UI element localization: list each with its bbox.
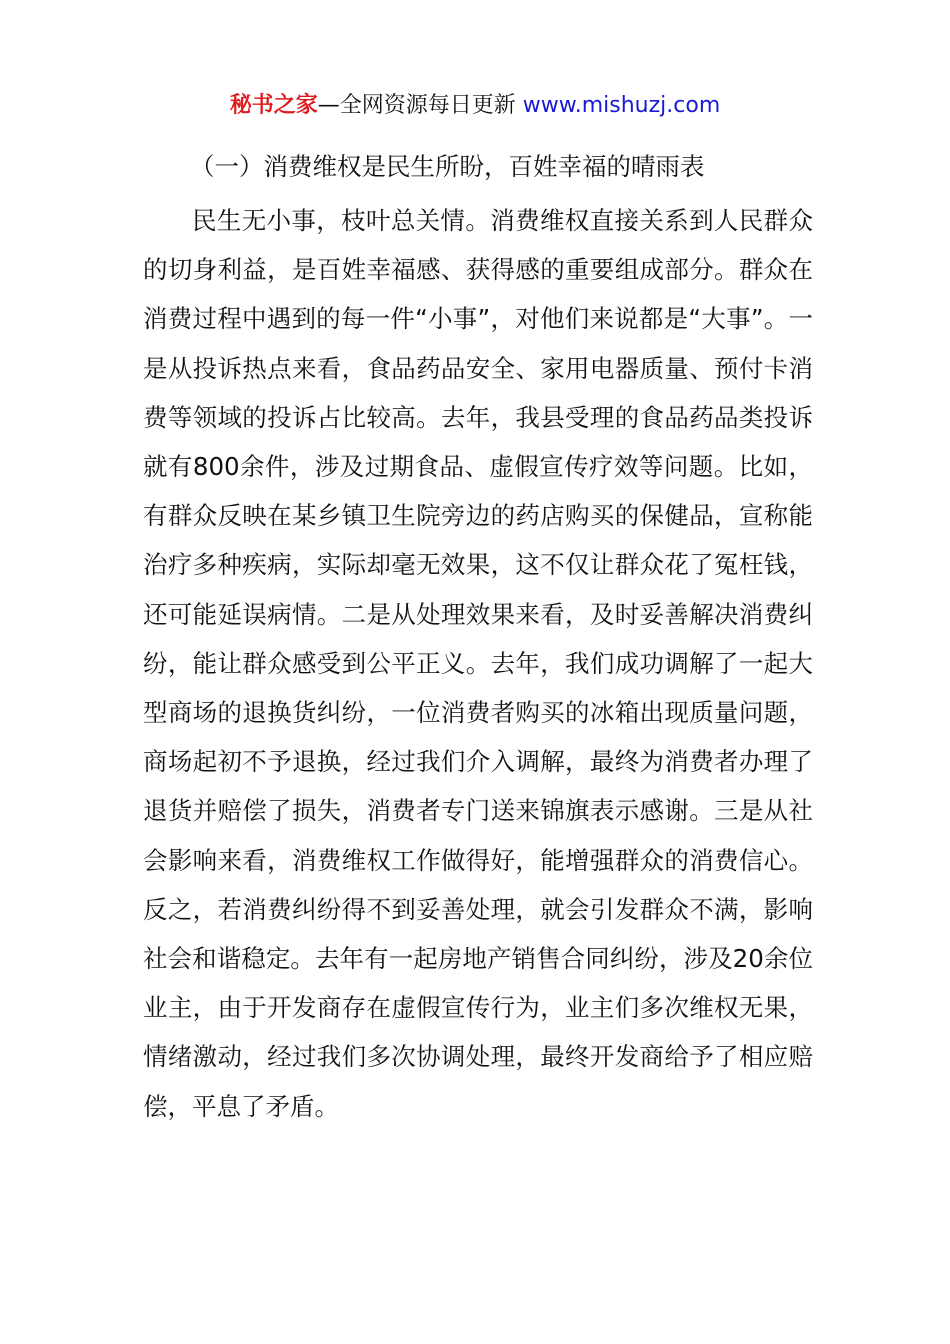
brand-name: 秘书之家	[229, 93, 318, 118]
header-tagline: —全网资源每日更新	[317, 93, 523, 118]
page-header	[0, 86, 950, 126]
body-paragraph: 民生无小事，枝叶总关情。消费维权直接关系到人民群众的切身利益，是百姓幸福感、获得感的重要组成部分。群众在消费过程中遇到的每一件“小事”，对他们来说都是“大事”。一是从投诉热点来看，食品药品安全、家用电器质量、预付卡消费等领域的投诉占比较高。去年，我县受理的食品药品类投诉就有800余件，涉及过期食品、虚假宣传疗效等问题。比如，有群众反映在某乡镇卫生院旁边的药店购买的保健品，宣称能治疗多种疾病，实际却毫无效果，这不仅让群众花了冤枉钱，还可能延误病情。二是从处理效果来看，及时妥善解决消费纠纷，能让群众感受到公平正义。去年，我们成功调解了一起大型商场的退换货纠纷，一位消费者购买的冰箱出现质量问题，商场起初不予退换，经过我们介入调解，最终为消费者办理了退货并赔偿了损失，消费者专门送来锦旗表示感谢。三是从社会影响来看，消费维权工作做得好，能增强群众的消费信心。反之，若消费纠纷得不到妥善处理，就会引发群众不满，影响社会和谐稳定。去年有一起房地产销售合同纠纷，涉及20余位业主，由于开发商存在虚假宣传行为，业主们多次维权无果，情绪激动，经过我们多次协调处理，最终开发商给予了相应赔偿，平息了矛盾。	[143, 206, 813, 1121]
site-url-link[interactable]: www.mishuzj.com	[522, 93, 721, 118]
section-heading: （一）消费维权是民生所盼，百姓幸福的晴雨表	[190, 152, 705, 181]
